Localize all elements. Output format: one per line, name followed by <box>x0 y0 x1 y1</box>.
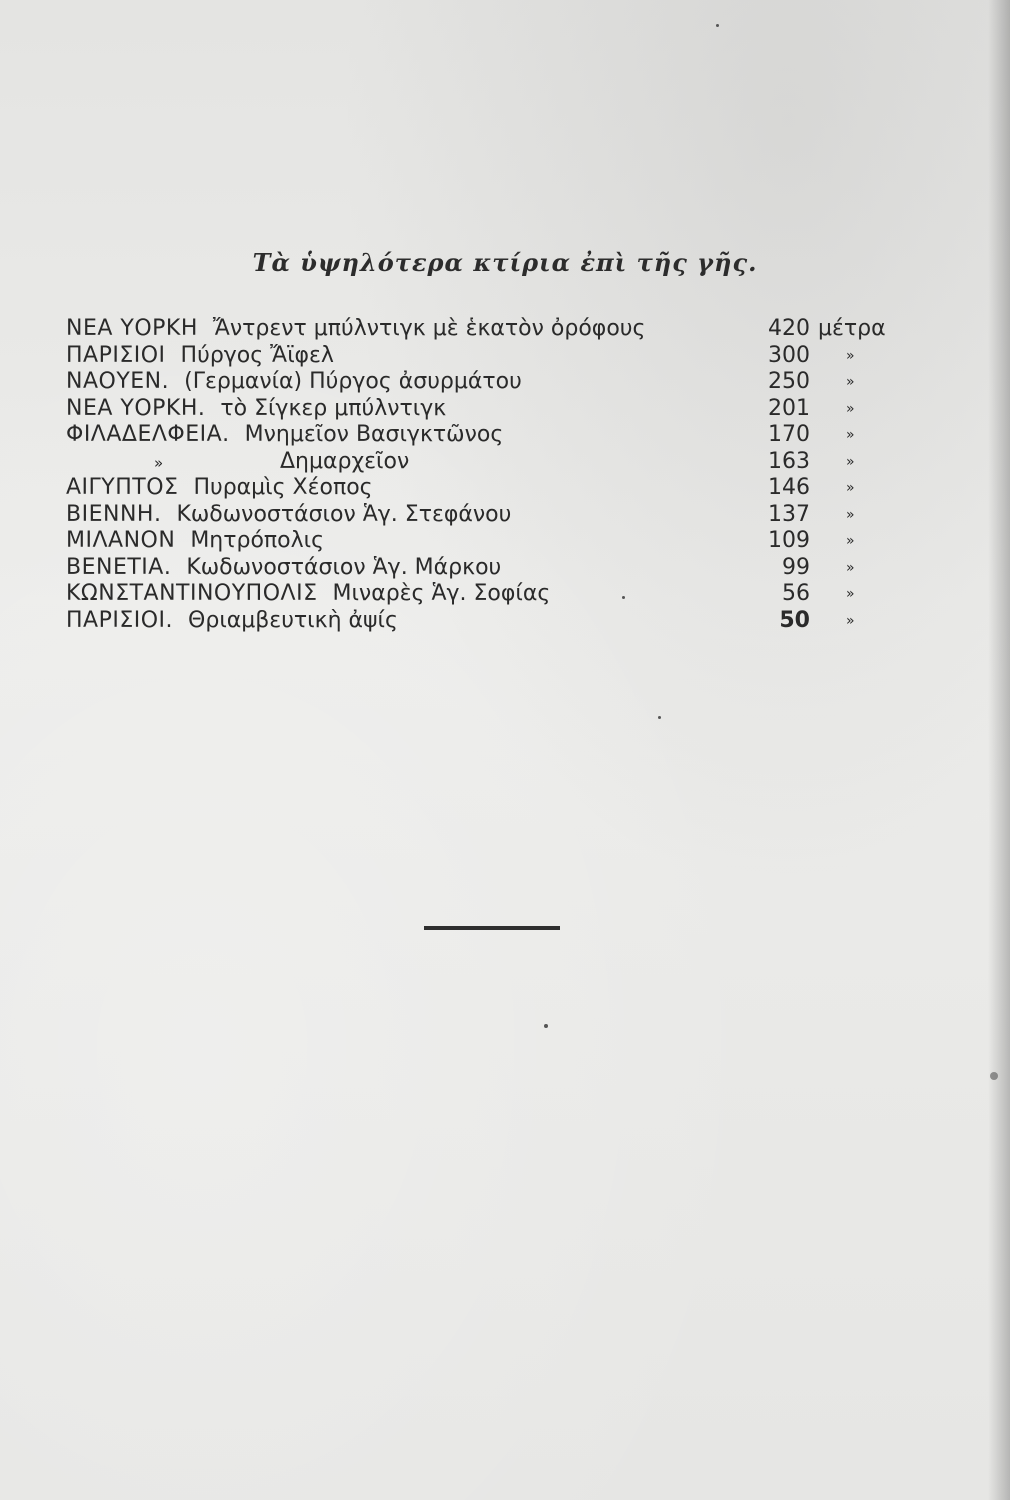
building-height: 50 <box>779 607 810 633</box>
building-place: ΜΙΛΑΝΟΝ <box>66 528 176 553</box>
building-place: ΚΩΝΣΤΑΝΤΙΝΟΥΠΟΛΙΣ <box>66 581 318 606</box>
building-height: 420 <box>768 316 810 341</box>
building-height: 99 <box>782 554 810 580</box>
building-description: Δημαρχεῖον <box>280 448 410 474</box>
building-description: Πυραμὶς Χέοπος <box>193 475 373 500</box>
building-description: Μνημεῖον Βασιγκτῶνος <box>244 422 504 447</box>
building-place: ΠΑΡΙΣΙΟΙ. <box>66 607 174 633</box>
building-description: Ἄντρεντ μπύλντιγκ μὲ ἑκατὸν ὀρόφους <box>212 316 646 341</box>
building-height: 250 <box>768 369 810 394</box>
page-edge-shadow <box>988 0 1010 1500</box>
building-row <box>66 608 906 635</box>
building-row <box>66 555 906 582</box>
ditto-mark: » <box>846 533 855 549</box>
building-height: 163 <box>768 448 810 474</box>
ditto-mark: » <box>846 480 855 496</box>
building-place: ΒΕΝΕΤΙΑ. <box>66 554 172 580</box>
building-height: 146 <box>768 475 810 500</box>
building-row <box>66 528 906 555</box>
ditto-mark: » <box>846 400 855 417</box>
ditto-mark: » <box>846 586 855 602</box>
building-description: Πύργος Ἄϊφελ <box>180 342 334 368</box>
print-speck <box>658 716 661 719</box>
page-title: Τὰ ὑψηλότερα κτίρια ἐπὶ τῆς γῆς. <box>252 248 758 277</box>
building-place: ΑΙΓΥΠΤΟΣ <box>66 475 179 500</box>
building-place: ΝΕΑ ΥΟΡΚΗ. <box>66 395 206 421</box>
ditto-mark: » <box>846 374 855 390</box>
building-height: 109 <box>768 528 810 553</box>
building-description: (Γερμανία) Πύργος ἀσυρμάτου <box>184 369 522 394</box>
ditto-mark: » <box>846 347 855 364</box>
building-description: τὸ Σίγκερ μπύλντιγκ <box>220 395 447 421</box>
ditto-mark: » <box>846 559 855 576</box>
ditto-mark: » <box>846 453 855 470</box>
building-place-ditto: » <box>154 453 164 472</box>
ditto-mark: » <box>846 506 855 523</box>
building-row <box>66 449 906 476</box>
building-row <box>66 422 906 449</box>
building-row <box>66 475 906 502</box>
building-place: ΝΕΑ ΥΟΡΚΗ <box>66 316 198 341</box>
building-description: Κωδωνοστάσιον Ἁγ. Στεφάνου <box>176 501 512 527</box>
building-description: Θριαμβευτικὴ ἀψίς <box>188 607 398 633</box>
building-place: ΒΙΕΝΝΗ. <box>66 501 162 527</box>
building-row <box>66 502 906 529</box>
divider-rule <box>424 926 560 930</box>
building-row <box>66 581 906 608</box>
building-row <box>66 316 906 343</box>
building-place: ΦΙΛΑΔΕΛΦΕΙΑ. <box>66 422 230 447</box>
building-row <box>66 396 906 423</box>
building-description: Μιναρὲς Ἁγ. Σοφίας <box>332 581 551 606</box>
building-height: 56 <box>782 581 810 606</box>
building-place: ΝΑΟΥΕΝ. <box>66 369 170 394</box>
print-speck <box>990 1072 998 1080</box>
print-speck <box>544 1024 548 1028</box>
building-height: 170 <box>768 422 810 447</box>
ditto-mark: » <box>846 612 855 629</box>
building-description: Μητρόπολις <box>190 528 324 553</box>
building-row <box>66 369 906 396</box>
building-height: 201 <box>768 395 810 421</box>
building-height: 300 <box>768 342 810 368</box>
building-place: ΠΑΡΙΣΙΟΙ <box>66 342 166 368</box>
height-unit: μέτρα <box>818 316 886 341</box>
building-description: Κωδωνοστάσιον Ἁγ. Μάρκου <box>186 554 502 580</box>
building-height: 137 <box>768 501 810 527</box>
building-row <box>66 343 906 370</box>
ditto-mark: » <box>846 427 855 443</box>
buildings-list <box>66 316 906 634</box>
print-speck <box>716 24 719 27</box>
print-speck <box>622 596 625 599</box>
